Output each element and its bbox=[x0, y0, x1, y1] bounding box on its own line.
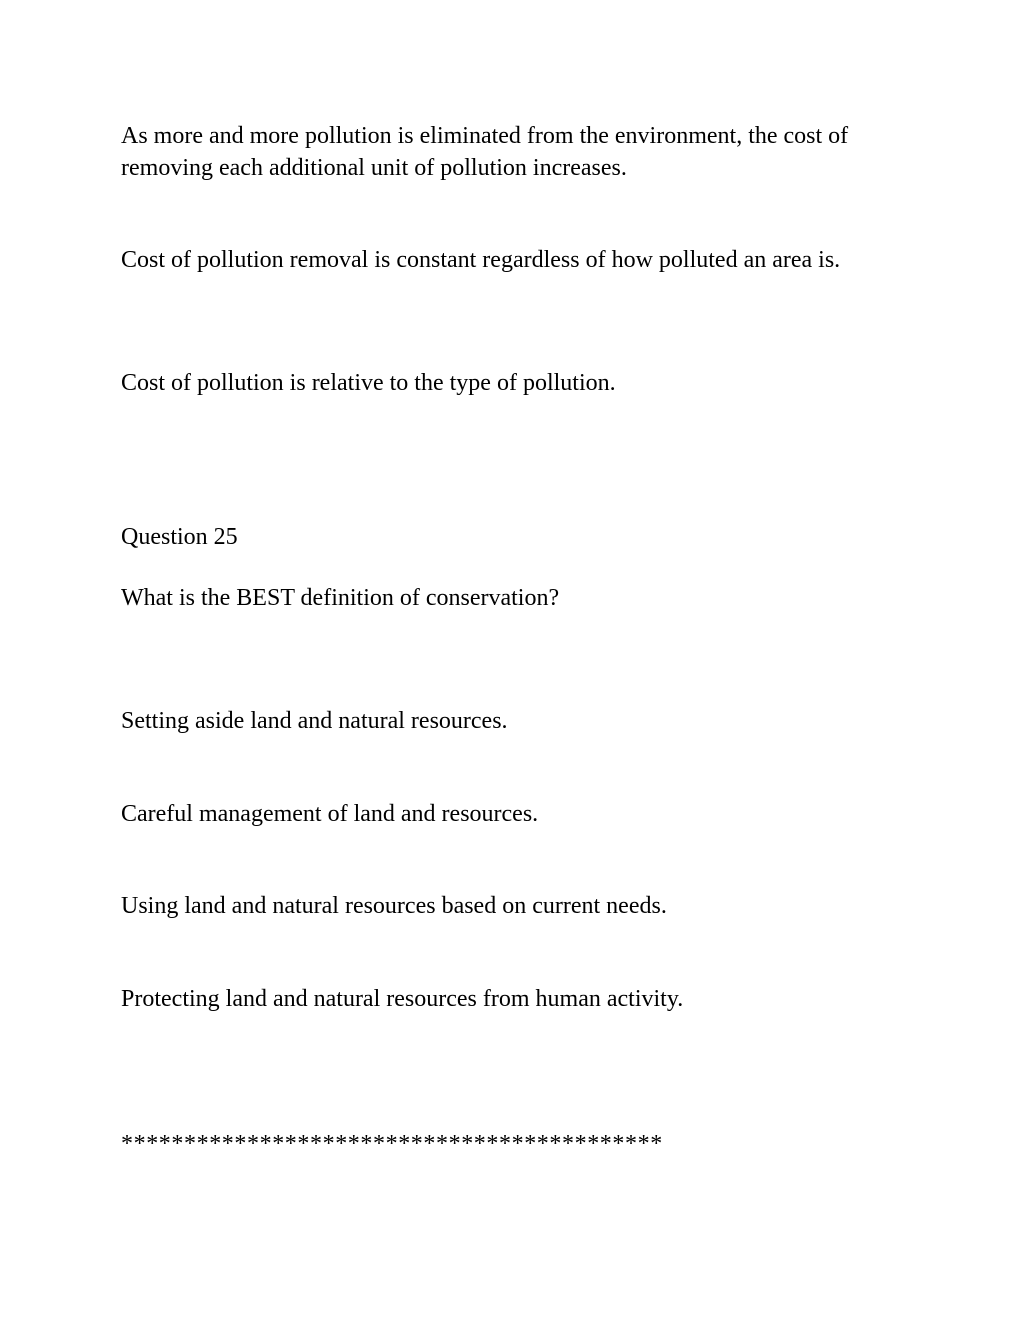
answer-option: Setting aside land and natural resources. bbox=[121, 708, 508, 734]
answer-option: Careful management of land and resources. bbox=[121, 801, 539, 827]
section-separator: ******************************************* bbox=[121, 1131, 663, 1157]
answer-option: Using land and natural resources based on current needs. bbox=[121, 893, 667, 919]
question-number: Question 25 bbox=[121, 524, 238, 550]
previous-answer-option: Cost of pollution removal is constant regardless of how polluted an area is. bbox=[121, 247, 841, 273]
previous-answer-option: As more and more pollution is eliminated from the environment, the cost of removing each additional unit of pollution increases. bbox=[121, 123, 849, 181]
question-text: What is the BEST definition of conservation? bbox=[121, 585, 560, 611]
answer-option: Protecting land and natural resources from human activity. bbox=[121, 986, 684, 1012]
previous-answer-option: Cost of pollution is relative to the type of pollution. bbox=[121, 370, 616, 396]
